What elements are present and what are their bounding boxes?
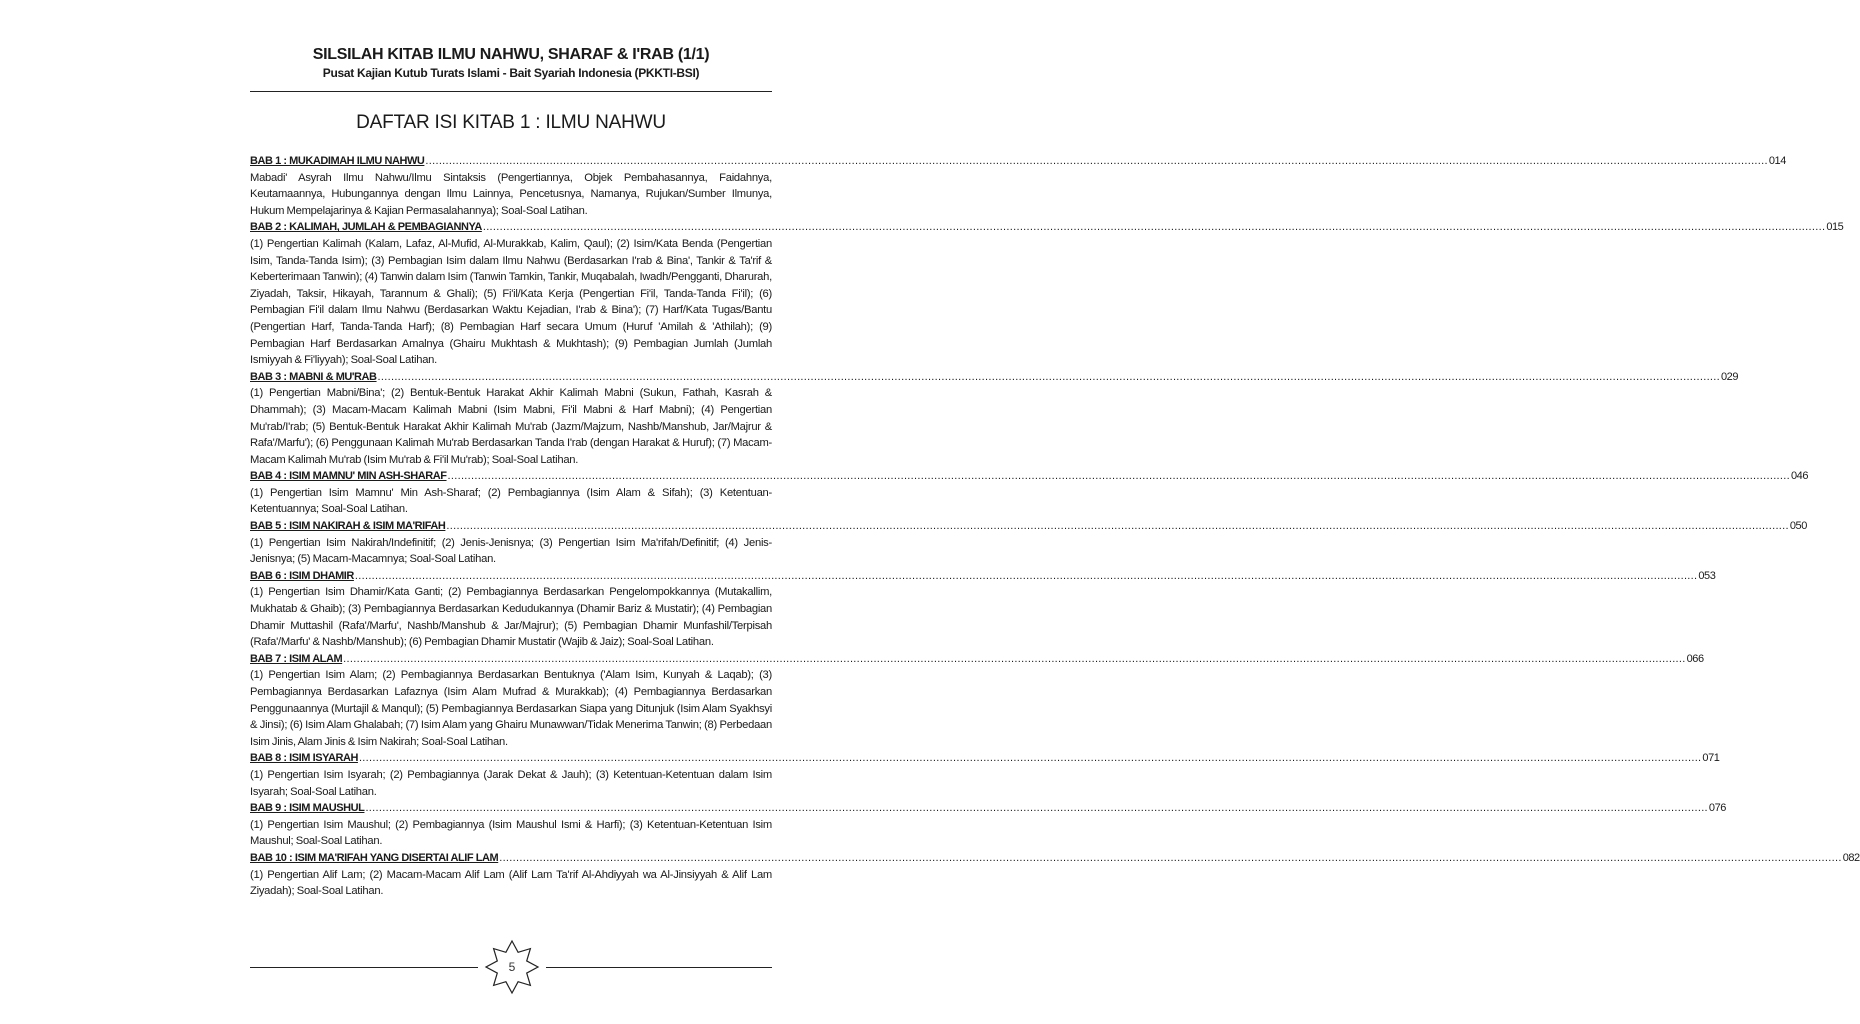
dot-leader: ................................................................................................................................................................................................................................................................................................................................................................................................................ — [354, 569, 1698, 582]
chapter-page-number: 082 — [1842, 851, 1860, 864]
chapter-heading — [250, 219, 1844, 236]
chapter-title: BAB 1 : MUKADIMAH ILMU NAHWU — [250, 155, 425, 167]
chapter-page-number: 014 — [1768, 155, 1786, 167]
chapter-title: BAB 7 : ISIM ALAM — [250, 652, 343, 665]
dot-leader: ................................................................................................................................................................................................................................................................................................................................................................................................................ — [447, 470, 1790, 483]
footer-divider-left — [250, 967, 478, 968]
page-number-badge — [484, 939, 540, 995]
chapter-page-number: 029 — [1721, 370, 1739, 383]
chapter-description: Mabadi' Asyrah Ilmu Nahwu/Ilmu Sintaksis (Pengertiannya, Objek Pembahasannya, Faidahnya, Keutamaannya, Hubungannya dengan Ilmu Lainnya, Pencetusnya, Namanya, Rujukan/Sumber Ilmunya, Hukum Mempelajarinya & Kajian Permasalahannya); Soal-Soal Latihan. — [250, 171, 772, 217]
page-header — [250, 45, 772, 81]
chapter-title: BAB 5 : ISIM NAKIRAH & ISIM MA'RIFAH — [250, 520, 446, 533]
toc-entry-bab-10 — [250, 850, 1860, 900]
chapter-heading — [250, 568, 1716, 585]
header-divider — [250, 91, 772, 92]
chapter-heading — [250, 800, 1726, 817]
dot-leader: ................................................................................................................................................................................................................................................................................................................................................................................................................ — [425, 155, 1768, 167]
toc-entry-bab-4 — [250, 468, 1808, 518]
dot-leader: ................................................................................................................................................................................................................................................................................................................................................................................................................ — [343, 652, 1686, 665]
dot-leader: ................................................................................................................................................................................................................................................................................................................................................................................................................ — [377, 370, 1721, 383]
chapter-description: (1) Pengertian Isim Maushul; (2) Pembagiannya (Isim Maushul Ismi & Harfi); (3) Ketentuan-Ketentuan Isim Maushul; Soal-Soal Latihan. — [250, 818, 772, 848]
toc-entry-bab-6 — [250, 568, 1716, 651]
chapter-page-number: 050 — [1789, 520, 1807, 533]
toc-entry-bab-5 — [250, 518, 1807, 568]
chapter-title: BAB 10 : ISIM MA'RIFAH YANG DISERTAI ALIF LAM — [250, 851, 499, 864]
series-title: SILSILAH KITAB ILMU NAHWU, SHARAF & I'RAB (1/1) — [312, 46, 710, 63]
chapter-title: BAB 6 : ISIM DHAMIR — [250, 569, 354, 582]
chapter-heading — [250, 369, 1739, 386]
chapter-description: (1) Pengertian Isim Isyarah; (2) Pembagiannya (Jarak Dekat & Jauh); (3) Ketentuan-Ketentuan dalam Isim Isyarah; Soal-Soal Latihan. — [250, 768, 772, 798]
chapter-description: (1) Pengertian Alif Lam; (2) Macam-Macam Alif Lam (Alif Lam Ta'rif Al-Ahdiyyah wa Al-Jinsiyyah & Alif Lam Ziyadah); Soal-Soal Latihan. — [250, 868, 772, 898]
toc-entry-bab-8 — [250, 750, 1720, 800]
chapter-page-number: 066 — [1686, 652, 1704, 665]
chapter-page-number: 071 — [1702, 752, 1720, 765]
chapter-heading — [250, 518, 1807, 535]
dot-leader: ................................................................................................................................................................................................................................................................................................................................................................................................................ — [358, 752, 1702, 765]
chapter-title: BAB 3 : MABNI & MU'RAB — [250, 370, 377, 383]
toc-entry-bab-2 — [250, 219, 1844, 368]
chapter-page-number: 053 — [1698, 569, 1716, 582]
page-number: 5 — [508, 960, 516, 974]
chapter-heading — [250, 651, 1704, 668]
chapter-page-number: 076 — [1708, 802, 1726, 815]
chapter-description: (1) Pengertian Mabni/Bina'; (2) Bentuk-Bentuk Harakat Akhir Kalimah Mabni (Sukun, Fathah, Kasrah & Dhammah); (3) Macam-Macam Kalimah Mabni (Isim Mabni, Fi'il Mabni & Harf Mabni); (4) Pengertian Mu'rab/I'rab; (5) Bentuk-Bentuk Harakat Akhir Kalimah Mu'rab (Jazm/Majzum, Nashb/Manshub, Jar/Majrur & Rafa'/Marfu'); (6) Penggunaan Kalimah Mu'rab Berdasarkan Tanda I'rab (dengan Harakat & Huruf); (7) Macam-Macam Kalimah Mu'rab (Isim Mu'rab & Fi'il Mu'rab); Soal-Soal Latihan. — [250, 387, 772, 466]
chapter-description: (1) Pengertian Isim Mamnu' Min Ash-Sharaf; (2) Pembagiannya (Isim Alam & Sifah); (3) Ketentuan-Ketentuannya; Soal-Soal Latihan. — [250, 486, 772, 516]
dot-leader: ................................................................................................................................................................................................................................................................................................................................................................................................................ — [365, 802, 1708, 815]
toc-title: DAFTAR ISI KITAB 1 : ILMU NAHWU — [356, 112, 666, 133]
chapter-title: BAB 9 : ISIM MAUSHUL — [250, 802, 365, 815]
chapter-description: (1) Pengertian Kalimah (Kalam, Lafaz, Al-Mufid, Al-Murakkab, Kalim, Qaul); (2) Isim/Kata Benda (Pengertian Isim, Tanda-Tanda Isim); (3) Pembagian Isim dalam Ilmu Nahwu (Berdasarkan I'rab & Bina', Tankir & Ta'rif & Keberterimaan Tanwin); (4) Tanwin dalam Isim (Tanwin Tamkin, Tankir, Muqabalah, Iwadh/Pengganti, Dharurah, Ziyadah, Taksir, Hikayah, Tarannum & Ghali); (5) Fi'il/Kata Kerja (Pengertian Fi'il, Tanda-Tanda Fi'il); (6) Pembagian Fi'il dalam Ilmu Nahwu (Berdasarkan Waktu Kejadian, I'rab & Bina'); (7) Harf/Kata Tugas/Bantu (Pengertian Harf, Tanda-Tanda Harf); (8) Pembagian Harf secara Umum (Huruf 'Amilah & 'Athilah); (9) Pembagian Harf Berdasarkan Amalnya (Ghairu Mukhtash & Mukhtash); (9) Pembagian Jumlah (Jumlah Ismiyyah & Fi'liyyah); Soal-Soal Latihan. — [250, 237, 772, 367]
dot-leader: ................................................................................................................................................................................................................................................................................................................................................................................................................ — [499, 851, 1842, 864]
chapter-title: BAB 4 : ISIM MAMNU' MIN ASH-SHARAF — [250, 470, 447, 483]
dot-leader: ................................................................................................................................................................................................................................................................................................................................................................................................................ — [446, 520, 1789, 533]
chapter-heading — [250, 750, 1720, 767]
chapter-page-number: 046 — [1790, 470, 1808, 483]
chapter-description: (1) Pengertian Isim Dhamir/Kata Ganti; (2) Pembagiannya Berdasarkan Pengelompokkannya (Mutakallim, Mukhatab & Ghaib); (3) Pembagiannya Berdasarkan Kedudukannya (Dhamir Bariz & Mustatir); (4) Pembagian Dhamir Muttashil (Rafa'/Marfu', Nashb/Manshub & Jar/Majrur); (5) Pembagian Dhamir Munfashil/Terpisah (Rafa'/Marfu' & Nashb/Manshub); (6) Pembagian Dhamir Mustatir (Wajib & Jaiz); Soal-Soal Latihan. — [250, 586, 772, 649]
toc-entry-bab-3 — [250, 369, 1739, 469]
toc-entry-bab-1 — [250, 153, 1786, 219]
chapter-heading — [250, 153, 1786, 170]
toc-entry-bab-7 — [250, 651, 1704, 751]
chapter-page-number: 015 — [1826, 221, 1844, 234]
chapter-title: BAB 8 : ISIM ISYARAH — [250, 752, 358, 765]
table-of-contents — [250, 153, 1860, 900]
chapter-heading — [250, 850, 1860, 867]
dot-leader: ................................................................................................................................................................................................................................................................................................................................................................................................................ — [482, 221, 1826, 234]
chapter-heading — [250, 468, 1808, 485]
publisher-line: Pusat Kajian Kutub Turats Islami - Bait Syariah Indonesia (PKKTI-BSI) — [322, 66, 700, 80]
chapter-title: BAB 2 : KALIMAH, JUMLAH & PEMBAGIANNYA — [250, 221, 482, 234]
toc-entry-bab-9 — [250, 800, 1726, 850]
chapter-description: (1) Pengertian Isim Alam; (2) Pembagiannya Berdasarkan Bentuknya ('Alam Isim, Kunyah & Laqab); (3) Pembagiannya Berdasarkan Lafaznya (Isim Alam Mufrad & Murakkab); (4) Pembagiannya Berdasarkan Penggunaannya (Murtajil & Manqul); (5) Pembagiannya Berdasarkan Siapa yang Ditunjuk (Isim Alam Syakhsyi & Jinsi); (6) Isim Alam Ghalabah; (7) Isim Alam yang Ghairu Munawwan/Tidak Menerima Tanwin; (8) Perbedaan Isim Jinis, Alam Jinis & Isim Nakirah; Soal-Soal Latihan. — [250, 669, 772, 748]
footer-divider-right — [546, 967, 772, 968]
chapter-description: (1) Pengertian Isim Nakirah/Indefinitif; (2) Jenis-Jenisnya; (3) Pengertian Isim Ma'rifah/Definitif; (4) Jenis-Jenisnya; (5) Macam-Macamnya; Soal-Soal Latihan. — [250, 536, 772, 566]
